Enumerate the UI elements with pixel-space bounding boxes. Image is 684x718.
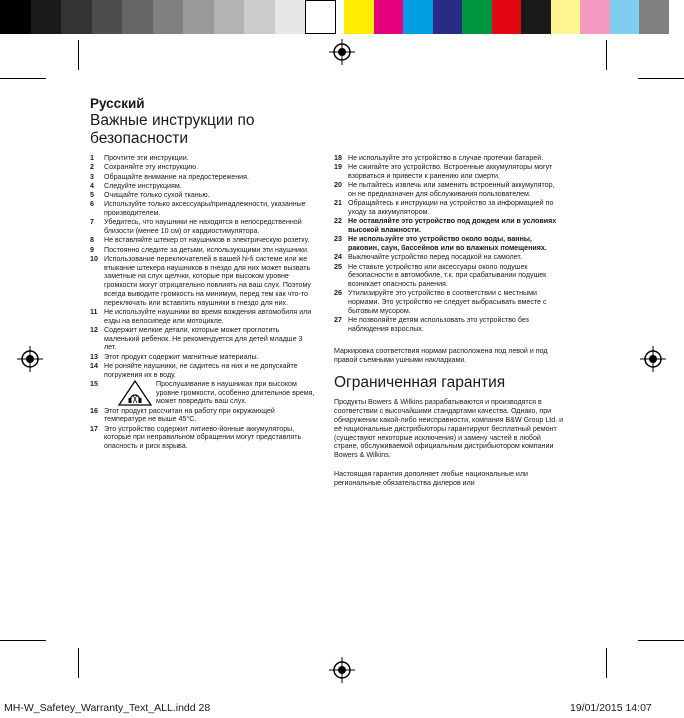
instruction-item-16 xyxy=(90,407,316,424)
instruction-item-2 xyxy=(90,163,316,172)
instruction-text: Не сжигайте это устройство. Встроенные аккумуляторы могут взорваться и привести к ранению или смерти. xyxy=(348,163,553,180)
crop-mark-bottom-right-h xyxy=(638,640,684,641)
instruction-text: Обращайте внимание на предостережения. xyxy=(104,172,249,181)
instruction-text: Использование переключателей в вашей hi-fi системе или же втыкание штекера наушников в гнездо для них может вызвать заметные на слух щелчки, которые при высоком уровне громкости могут отрицательно повлиять на ваш слух. Поэтому всегда выводите громкость на минимум, перед тем как что-то переключать или вставлять наушники в гнездо для них. xyxy=(104,255,311,307)
instruction-number: 7 xyxy=(90,218,94,227)
instruction-text: Этот продукт содержит магнитные материалы. xyxy=(104,352,259,361)
instruction-number: 4 xyxy=(90,181,94,190)
instruction-number: 8 xyxy=(90,236,94,245)
instruction-text: Не ставьте устройство или аксессуары около подушек безопасности в автомобиле, т.к. при срабатывании подушек возникает опасность ранения. xyxy=(348,262,547,288)
instruction-text: Это устройство содержит литиево-йонные аккумуляторы, которые при неправильном обращении могут представлять опасность и риск взрыва. xyxy=(104,424,302,450)
instruction-item-13 xyxy=(90,353,316,362)
instruction-item-11 xyxy=(90,308,316,325)
instruction-number: 1 xyxy=(90,154,94,162)
instruction-number: 13 xyxy=(90,352,98,361)
instruction-item-12 xyxy=(90,326,316,352)
color-swatch xyxy=(521,0,551,34)
instruction-number: 20 xyxy=(334,181,342,190)
instruction-number: 12 xyxy=(90,325,98,334)
instruction-number: 5 xyxy=(90,191,94,200)
color-swatch xyxy=(183,0,214,34)
instruction-item-20 xyxy=(334,181,564,198)
hearing-damage-warning-icon xyxy=(118,380,152,406)
color-swatch xyxy=(462,0,492,34)
instruction-number: 15 xyxy=(90,379,98,388)
crop-mark-top-left-h xyxy=(0,78,46,79)
instructions-left-column xyxy=(90,154,316,451)
crop-mark-bottom-left-v xyxy=(78,648,79,678)
instruction-list-right xyxy=(334,154,564,333)
color-swatch xyxy=(580,0,610,34)
instruction-text: Не роняйте наушники, не садитесь на них и не допускайте погружения их в воду. xyxy=(104,361,298,379)
warranty-paragraph-2: Настоящая гарантия дополняет любые национальные или региональные обязательства дилеров или xyxy=(334,470,528,488)
crop-mark-bottom-right-v xyxy=(606,648,607,678)
instruction-text: Утилизируйте это устройство в соответствии с местными нормами. Это устройство не следует выбрасывать вместе с бытовым мусором. xyxy=(348,289,547,315)
marking-note: Маркировка соответствия нормам расположена под левой и под правой съемными ушными накладками. xyxy=(334,347,548,365)
instruction-number: 14 xyxy=(90,361,98,370)
instruction-text: Обращайтесь к инструкции на устройство за информацией по уходу за аккумулятором. xyxy=(348,199,554,216)
instruction-item-15 xyxy=(90,380,316,406)
registration-mark-top-icon xyxy=(329,39,355,65)
instruction-text: Не используйте наушники во время вождения автомобиля или езды на велосипеде или мотоцикле. xyxy=(104,307,312,325)
instruction-item-9 xyxy=(90,246,316,255)
instruction-number: 23 xyxy=(334,235,342,244)
instruction-item-17 xyxy=(90,425,316,451)
instruction-number: 3 xyxy=(90,172,94,181)
instruction-number: 19 xyxy=(334,163,342,172)
instruction-text: Не вставляйте штекер от наушников в электрическую розетку. xyxy=(104,236,310,245)
language-heading: Русский xyxy=(90,96,145,111)
color-swatch xyxy=(275,0,306,34)
instruction-text: Прочтите эти инструкции. xyxy=(104,154,189,162)
color-swatch xyxy=(244,0,275,34)
instruction-text: Убедитесь, что наушники не находятся в непосредственной близости (менее 10 см) от кардиостимулятора. xyxy=(104,218,302,236)
instruction-item-27 xyxy=(334,316,564,333)
instruction-text: Этот продукт рассчитан на работу при окружающей температуре не выше 45°C. xyxy=(104,406,275,424)
grayscale-color-bar xyxy=(0,0,336,34)
instruction-text: Очищайте только сухой тканью. xyxy=(104,191,210,200)
instruction-item-5 xyxy=(90,191,316,200)
instruction-text: Используйте только аксессуары/принадлежности, указанные производителем. xyxy=(104,200,306,218)
color-swatch xyxy=(551,0,581,34)
instruction-number: 21 xyxy=(334,199,342,208)
color-swatch xyxy=(374,0,404,34)
instruction-text: Прослушивание в наушниках при высоком уровне громкости, особенно длительное время, может повредить ваш слух. xyxy=(156,379,315,406)
instruction-item-14 xyxy=(90,362,316,379)
instruction-number: 9 xyxy=(90,245,94,254)
color-swatch xyxy=(0,0,31,34)
color-swatch xyxy=(61,0,92,34)
instruction-number: 11 xyxy=(90,307,98,316)
crop-mark-top-right-h xyxy=(638,78,684,79)
instruction-item-4 xyxy=(90,182,316,191)
instruction-item-18 xyxy=(334,154,564,163)
instruction-number: 2 xyxy=(90,163,94,172)
instruction-number: 26 xyxy=(334,289,342,298)
warranty-heading: Ограниченная гарантия xyxy=(334,374,506,392)
instruction-text: Не оставляйте это устройство под дождем или в условиях высокой влажности. xyxy=(348,217,557,234)
crop-mark-top-left-v xyxy=(78,40,79,70)
instruction-number: 22 xyxy=(334,217,342,226)
instruction-item-8 xyxy=(90,236,316,245)
color-swatch xyxy=(403,0,433,34)
instruction-text: Выключайте устройство перед посадкой на самолет. xyxy=(348,253,522,262)
process-color-bar xyxy=(344,0,669,34)
instruction-item-10 xyxy=(90,255,316,307)
color-swatch xyxy=(153,0,184,34)
instruction-text: Сохраняйте эту инструкцию. xyxy=(104,163,199,172)
instruction-item-24 xyxy=(334,253,564,262)
instruction-number: 6 xyxy=(90,200,94,209)
instruction-item-21 xyxy=(334,199,564,216)
file-slug: MH-W_Safetey_Warranty_Text_ALL.indd 28 xyxy=(4,702,211,714)
instruction-number: 16 xyxy=(90,406,98,415)
color-swatch xyxy=(433,0,463,34)
instruction-text: Не используйте это устройство в случае протечки батарей. xyxy=(348,154,544,162)
instruction-number: 18 xyxy=(334,154,342,162)
instruction-item-22 xyxy=(334,217,564,234)
color-swatch xyxy=(639,0,669,34)
file-timestamp: 19/01/2015 14:07 xyxy=(570,702,652,714)
color-swatch xyxy=(92,0,123,34)
color-swatch xyxy=(344,0,374,34)
instruction-item-26 xyxy=(334,289,564,315)
instruction-number: 25 xyxy=(334,262,342,271)
color-swatch xyxy=(305,0,336,34)
instruction-item-3 xyxy=(90,173,316,182)
registration-mark-left-icon xyxy=(17,346,43,372)
instruction-item-1 xyxy=(90,154,316,163)
instruction-text: Не используйте это устройство около воды, ванны, раковин, саун, бассейнов или во влажных помещениях. xyxy=(348,235,547,252)
registration-mark-right-icon xyxy=(640,346,666,372)
color-swatch xyxy=(610,0,640,34)
color-swatch xyxy=(214,0,245,34)
page-title: Важные инструкции по безопасности xyxy=(90,112,255,147)
instruction-number: 10 xyxy=(90,255,98,264)
instruction-text: Не позволяйте детям использовать это устройство без наблюдения взрослых. xyxy=(348,316,529,333)
instruction-text: Не пытайтесь извлечь или заменить встроенный аккумулятор, он не предназначен для обслуживания пользователем. xyxy=(348,181,555,198)
instruction-item-7 xyxy=(90,218,316,235)
registration-mark-bottom-icon xyxy=(329,657,355,683)
instructions-right-column xyxy=(334,154,564,488)
color-swatch xyxy=(31,0,62,34)
instruction-text: Постоянно следите за детьми, использующими эти наушники. xyxy=(104,245,309,254)
instruction-item-25 xyxy=(334,263,564,289)
instruction-item-19 xyxy=(334,163,564,180)
crop-mark-top-right-v xyxy=(606,40,607,70)
color-swatch xyxy=(122,0,153,34)
crop-mark-bottom-left-h xyxy=(0,640,46,641)
instruction-text: Содержит мелкие детали, которые может проглотить маленький ребенок. Не рекомендуется для детей младше 3 лет. xyxy=(104,325,303,352)
instruction-list-left-continued xyxy=(90,407,316,451)
instruction-number: 27 xyxy=(334,316,342,324)
instruction-text: Следуйте инструкциям. xyxy=(104,181,182,190)
instruction-item-6 xyxy=(90,200,316,217)
color-swatch xyxy=(492,0,522,34)
hearing-warning xyxy=(104,380,316,406)
instruction-number: 24 xyxy=(334,253,342,262)
instruction-item-23 xyxy=(334,235,564,252)
warranty-paragraph-1: Продукты Bowers & Wilkins разрабатываются и производятся в соответствии с высочайшими стандартами качества. Однако, при обнаружении какой-либо неисправности, компания B&W Group Ltd. и её национальные дистрибьюторы гарантируют бесплатный ремонт (существуют некоторые исключения) и замену частей в любой стране, обслуживаемой официальным дистрибьютором компании Bowers & Wilkins. xyxy=(334,397,564,460)
instruction-list-left xyxy=(90,154,316,379)
instruction-number: 17 xyxy=(90,424,98,433)
